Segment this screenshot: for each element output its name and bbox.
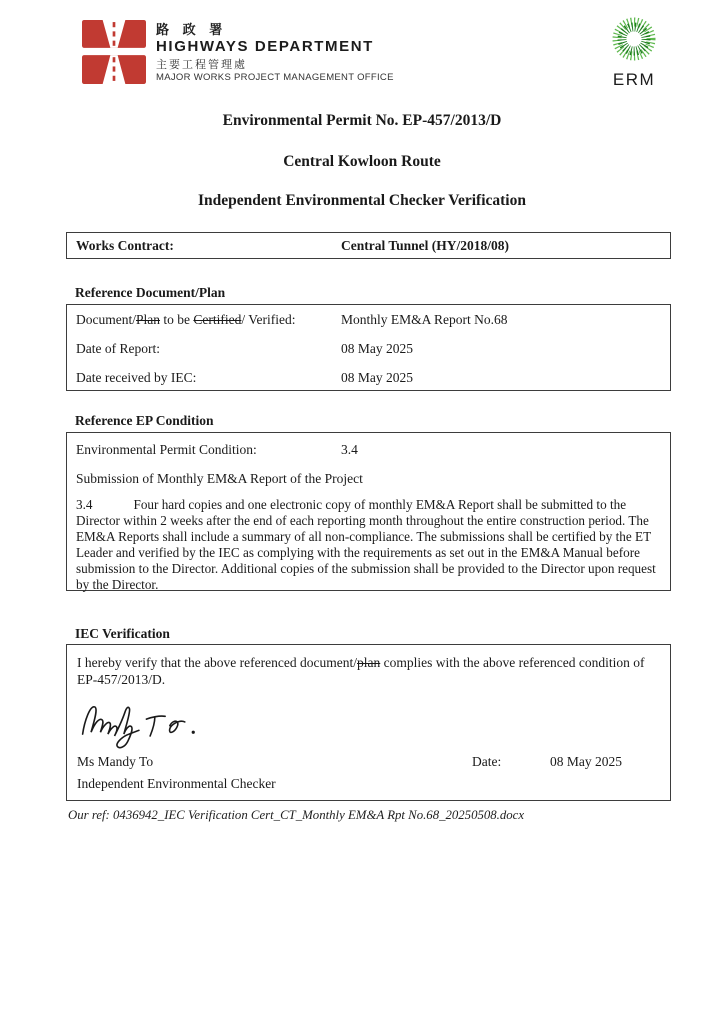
label-part: / Verified:	[241, 311, 296, 327]
works-contract-row	[67, 233, 670, 258]
works-contract-label: Works Contract:	[76, 237, 174, 253]
label-part-struck: Plan	[136, 311, 161, 327]
date-of-report-label: Date of Report:	[76, 340, 160, 356]
date-received-value: 08 May 2025	[341, 369, 413, 385]
ep-condition-subtitle: Submission of Monthly EM&A Report of the Project	[76, 471, 363, 486]
signature-image	[77, 693, 227, 749]
permit-number-title: Environmental Permit No. EP-457/2013/D	[222, 112, 502, 129]
date-received-row	[67, 363, 670, 392]
ep-condition-clause	[67, 489, 670, 593]
clause-number: 3.4	[76, 497, 93, 512]
document-to-be-verified-row	[67, 305, 670, 334]
label-part: Document/	[76, 311, 136, 327]
date-received-label: Date received by IEC:	[76, 369, 197, 385]
document-to-be-verified-value: Monthly EM&A Report No.68	[341, 311, 508, 327]
ep-condition-row	[67, 435, 670, 465]
ep-condition-label: Environmental Permit Condition:	[76, 442, 257, 457]
reference-document-table	[66, 304, 671, 391]
highways-department-header	[82, 20, 394, 85]
label-part-struck: Certified	[193, 311, 242, 327]
date-value: 08 May 2025	[550, 754, 622, 769]
reference-ep-table	[66, 432, 671, 591]
hyd-english-office: MAJOR WORKS PROJECT MANAGEMENT OFFICE	[156, 72, 394, 84]
erm-logo-block	[598, 12, 670, 90]
highways-department-text	[156, 20, 394, 85]
statement-part: I hereby verify that the above referenced document/	[77, 655, 357, 670]
hyd-chinese-office: 主要工程管理處	[156, 58, 247, 71]
hyd-english-name: HIGHWAYS DEPARTMENT	[156, 37, 374, 55]
ep-condition-value: 3.4	[341, 442, 358, 457]
verification-title: Independent Environmental Checker Verification	[198, 192, 526, 209]
works-contract-value: Central Tunnel (HY/2018/08)	[341, 237, 510, 253]
reference-ep-heading: Reference EP Condition	[75, 413, 214, 428]
statement-part-struck: plan	[357, 655, 381, 670]
signatory-title: Independent Environmental Checker	[77, 776, 276, 791]
date-label: Date:	[472, 754, 502, 769]
highways-department-logo-icon	[82, 20, 146, 84]
our-ref-footer: Our ref: 0436942_IEC Verification Cert_CT_Monthly EM&A Rpt No.68_20250508.docx	[68, 808, 525, 822]
iec-verification-heading: IEC Verification	[75, 626, 170, 641]
erm-wordmark: ERM	[612, 70, 656, 89]
works-contract-table	[66, 232, 671, 259]
erm-starburst-icon	[604, 12, 664, 72]
statement-part: complies with the above referenced condition of EP-457/2013/D.	[77, 655, 645, 687]
iec-verification-box	[66, 644, 671, 801]
hyd-chinese-name: 路 政 署	[156, 22, 228, 37]
signatory-name: Ms Mandy To	[77, 754, 154, 769]
document-to-be-verified-label	[67, 312, 341, 328]
clause-text: Four hard copies and one electronic copy of monthly EM&A Report shall be submitted to the Director within 2 weeks after the end of each reporting month throughout the entire construction period. The EM&A Reports shall include a summary of all non-compliance. The submissions shall be certified by the ET Leader and verified by the IEC as complying with the requirements as set out in the EM&A Manual before submission to the Director. Additional copies of the submission shall be provided to the Director upon request by the Director.	[76, 497, 656, 592]
project-title: Central Kowloon Route	[283, 153, 441, 170]
date-of-report-value: 08 May 2025	[341, 340, 413, 356]
date-of-report-row	[67, 334, 670, 363]
reference-document-heading: Reference Document/Plan	[75, 285, 226, 300]
iec-verification-statement	[67, 645, 670, 688]
label-part: to be	[160, 311, 194, 327]
